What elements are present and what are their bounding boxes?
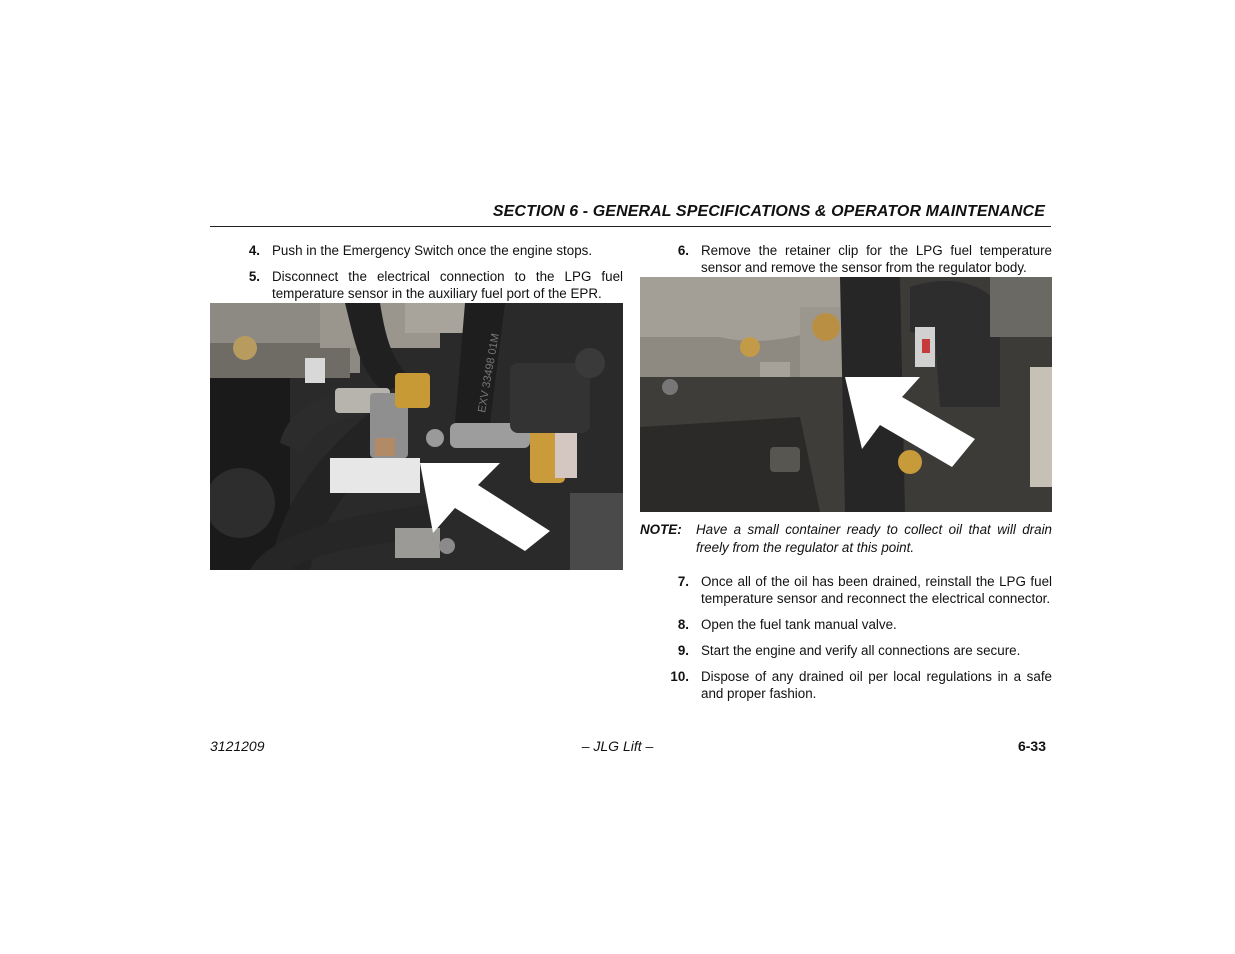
publisher-label: – JLG Lift – [581, 738, 654, 754]
step-10 [640, 668, 1052, 702]
step-text: Dispose of any drained oil per local regulations in a safe and proper fashion. [701, 669, 1052, 701]
regulator-sensor-photo [640, 277, 1052, 512]
step-6 [640, 242, 1052, 276]
step-text: Push in the Emergency Switch once the engine stops. [272, 243, 593, 258]
step-9 [640, 642, 1052, 659]
note-text: Have a small container ready to collect oil that will drain freely from the regulator at this point. [696, 522, 1052, 555]
page-number: 6-33 [1017, 738, 1046, 754]
step-text: Once all of the oil has been drained, reinstall the LPG fuel temperature sensor and reconnect the electrical connector. [701, 574, 1052, 606]
step-number: 4. [248, 243, 260, 258]
step-number: 10. [670, 669, 689, 684]
step-text: Disconnect the electrical connection to the LPG fuel temperature sensor in the auxiliary fuel port of the EPR. [272, 269, 623, 301]
step-number: 8. [677, 617, 689, 632]
right-column-lower-steps [640, 573, 1052, 711]
step-4 [210, 242, 623, 259]
note-block [640, 521, 1052, 557]
section-header [210, 202, 1051, 227]
step-text: Open the fuel tank manual valve. [701, 617, 897, 632]
step-number: 7. [677, 574, 689, 589]
section-title: SECTION 6 - GENERAL SPECIFICATIONS & OPERATOR MAINTENANCE [492, 203, 1045, 220]
step-number: 5. [248, 269, 260, 284]
step-8 [640, 616, 1052, 633]
hose-stamp: EXV 33498 01M [476, 332, 502, 414]
step-7 [640, 573, 1052, 607]
step-number: 6. [677, 243, 689, 258]
doc-number: 3121209 [210, 738, 265, 754]
step-5 [210, 268, 623, 302]
step-text: Remove the retainer clip for the LPG fuel temperature sensor and remove the sensor from the regulator body. [701, 243, 1052, 275]
step-number: 9. [677, 643, 689, 658]
note-label: NOTE: [640, 522, 682, 537]
sensor-connector-photo [210, 303, 623, 570]
step-text: Start the engine and verify all connections are secure. [701, 643, 1021, 658]
left-column [210, 242, 623, 311]
